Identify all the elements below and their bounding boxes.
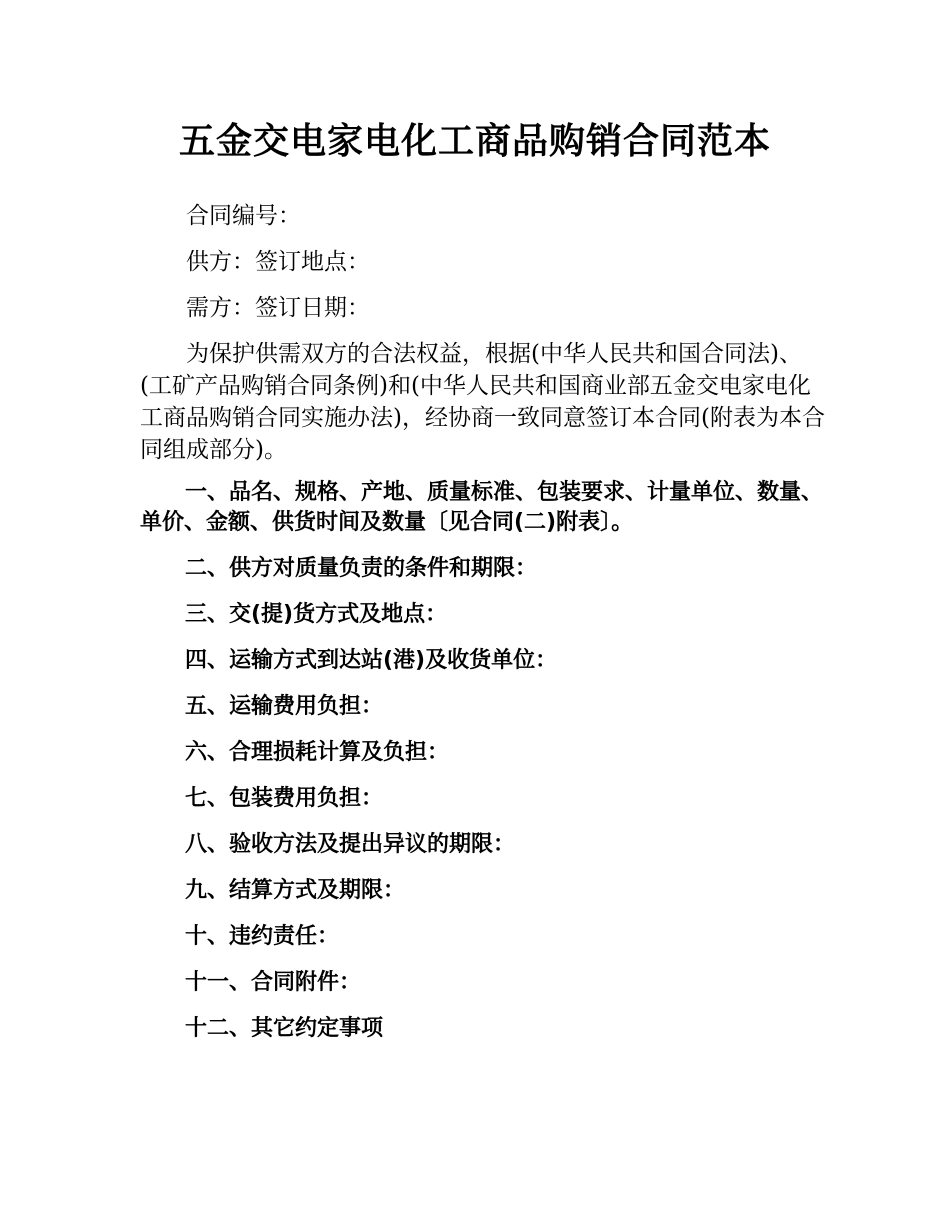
clause-11: 十一、合同附件： bbox=[185, 970, 362, 995]
clause-10: 十、违约责任： bbox=[185, 924, 340, 949]
clause-2: 二、供方对质量负责的条件和期限： bbox=[185, 556, 538, 581]
clause-1: 一、品名、规格、产地、质量标准、包装要求、计量单位、数量、单价、金额、供货时间及数量〔见合同(二)附表〕。 bbox=[140, 480, 824, 535]
clause-3: 三、交(提)货方式及地点： bbox=[185, 602, 448, 627]
intro-paragraph: 为保护供需双方的合法权益，根据(中华人民共和国合同法)、(工矿产品购销合同条例)和(中华人民共和国商业部五金交电家电化工商品购销合同实施办法)，经协商一致同意签订本合同(附表为本合同组成部分)。 bbox=[140, 341, 825, 463]
clause-6: 六、合理损耗计算及负担： bbox=[185, 740, 450, 765]
clause-12: 十二、其它约定事项 bbox=[185, 1016, 384, 1041]
supplier-field: 供方：签订地点： bbox=[186, 249, 370, 275]
buyer-field: 需方：签订日期： bbox=[186, 295, 370, 321]
clause-8: 八、验收方法及提出异议的期限： bbox=[185, 832, 516, 857]
document-title: 五金交电家电化工商品购销合同范本 bbox=[178, 121, 771, 162]
clause-7: 七、包装费用负担： bbox=[185, 786, 384, 811]
clause-9: 九、结算方式及期限： bbox=[185, 878, 406, 903]
document-body bbox=[140, 200, 830, 1060]
contract-number-field: 合同编号： bbox=[186, 203, 301, 229]
clause-4: 四、运输方式到达站(港)及收货单位： bbox=[185, 648, 558, 673]
clause-5: 五、运输费用负担： bbox=[185, 694, 384, 719]
